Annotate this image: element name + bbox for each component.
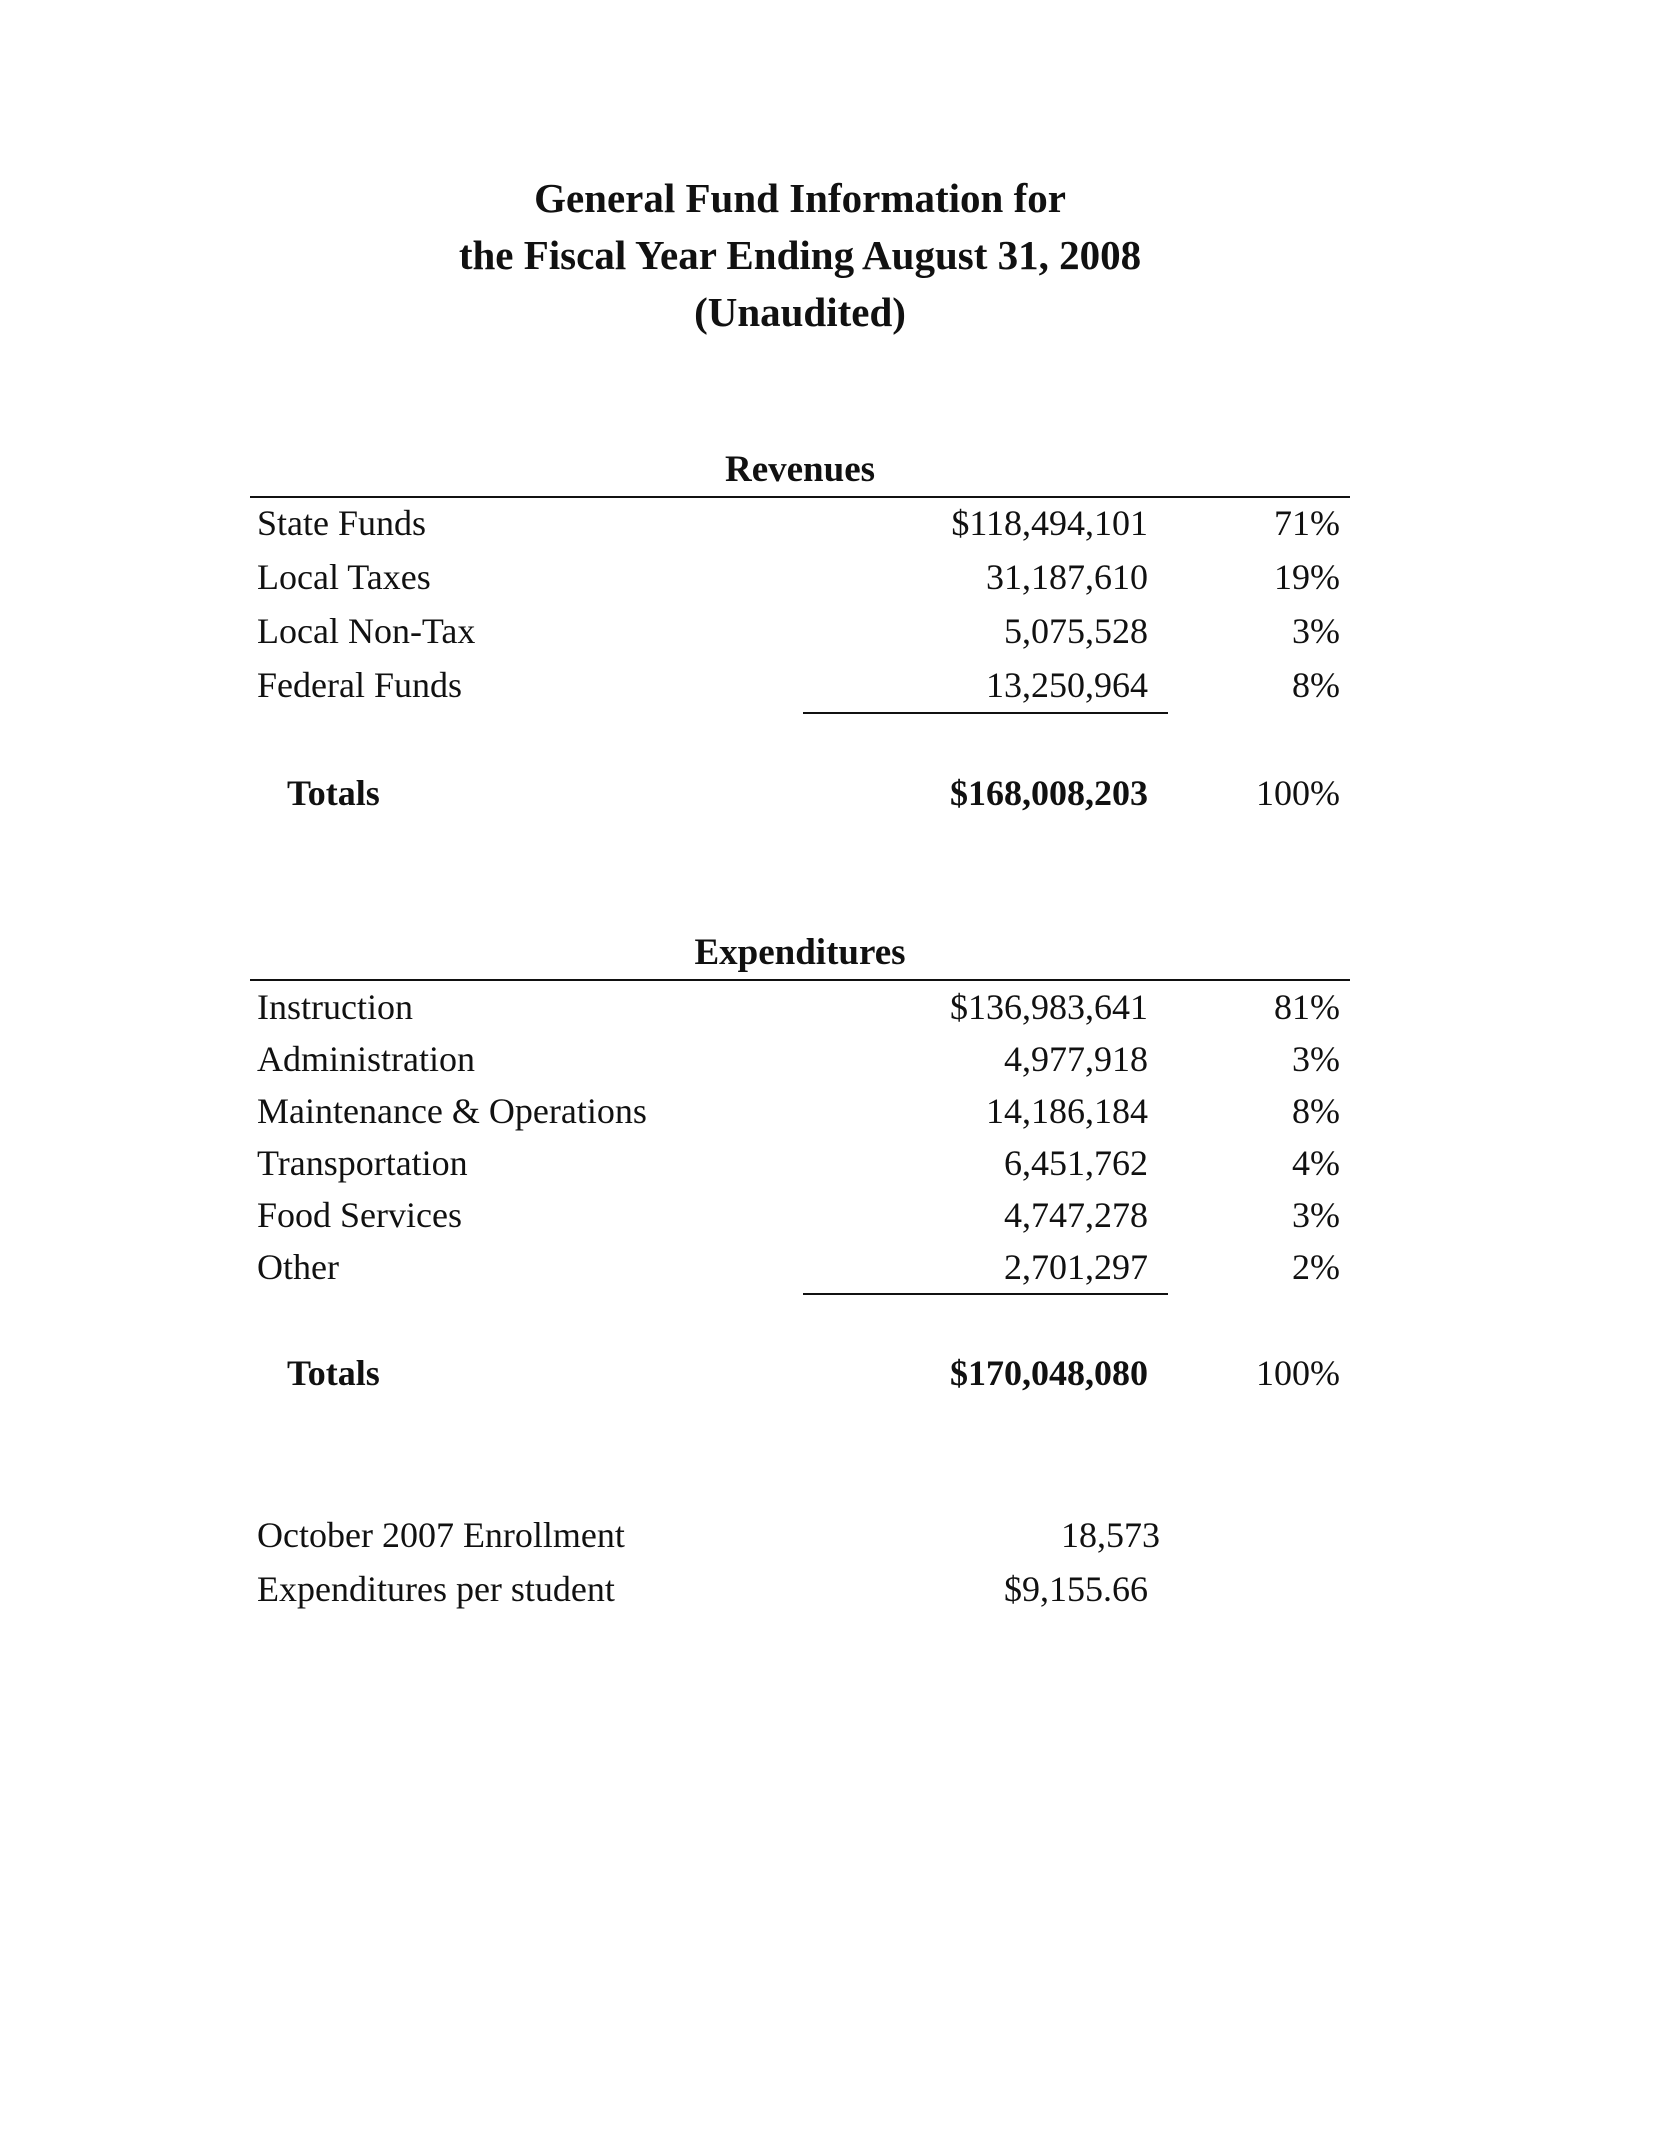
- revenues-subtotal-rule: [803, 712, 1168, 714]
- expenditure-percent: 3%: [1292, 1195, 1340, 1235]
- expenditure-amount: 4,977,918: [1004, 1039, 1148, 1079]
- revenues-total-amount: $168,008,203: [950, 773, 1148, 813]
- revenue-amount: 31,187,610: [986, 557, 1148, 597]
- revenue-row: [0, 551, 1664, 603]
- expenditure-percent: 3%: [1292, 1039, 1340, 1079]
- page-title: [0, 170, 1600, 341]
- expenditure-amount: 14,186,184: [986, 1091, 1148, 1131]
- expenditure-label: Transportation: [257, 1143, 468, 1183]
- expenditure-percent: 2%: [1292, 1247, 1340, 1287]
- expenditures-total-percent: 100%: [1256, 1353, 1340, 1393]
- per-student-value: $9,155.66: [1004, 1569, 1148, 1609]
- revenue-percent: 8%: [1292, 665, 1340, 705]
- title-line-2: the Fiscal Year Ending August 31, 2008: [458, 232, 1142, 278]
- expenditures-total-label: Totals: [287, 1353, 380, 1393]
- expenditure-label: Instruction: [257, 987, 413, 1027]
- per-student-row: [0, 1563, 1664, 1615]
- expenditure-percent: 4%: [1292, 1143, 1340, 1183]
- revenue-label: Local Taxes: [257, 557, 431, 597]
- enrollment-label: October 2007 Enrollment: [257, 1515, 625, 1555]
- expenditure-label: Other: [257, 1247, 339, 1287]
- revenues-total-row: [0, 767, 1664, 819]
- expenditure-percent: 81%: [1274, 987, 1340, 1027]
- revenue-label: Federal Funds: [257, 665, 462, 705]
- expenditure-amount: 4,747,278: [1004, 1195, 1148, 1235]
- expenditure-row: [0, 1189, 1664, 1241]
- expenditures-subtotal-rule: [803, 1293, 1168, 1295]
- revenues-heading: Revenues: [724, 449, 876, 490]
- expenditure-row: [0, 981, 1664, 1033]
- revenue-percent: 71%: [1274, 503, 1340, 543]
- expenditure-amount: $136,983,641: [950, 987, 1148, 1027]
- expenditure-amount: 6,451,762: [1004, 1143, 1148, 1183]
- expenditure-label: Maintenance & Operations: [257, 1091, 647, 1131]
- revenue-amount: $118,494,101: [951, 503, 1148, 543]
- title-line-3: (Unaudited): [694, 289, 906, 335]
- expenditure-amount: 2,701,297: [1004, 1247, 1148, 1287]
- revenue-row: [0, 497, 1664, 549]
- expenditure-label: Administration: [257, 1039, 475, 1079]
- expenditure-percent: 8%: [1292, 1091, 1340, 1131]
- expenditures-heading: Expenditures: [694, 932, 906, 973]
- expenditure-row: [0, 1033, 1664, 1085]
- revenue-amount: 13,250,964: [986, 665, 1148, 705]
- expenditures-total-amount: $170,048,080: [950, 1353, 1148, 1393]
- enrollment-row: [0, 1509, 1664, 1561]
- revenue-percent: 19%: [1274, 557, 1340, 597]
- expenditure-label: Food Services: [257, 1195, 462, 1235]
- revenue-amount: 5,075,528: [1004, 611, 1148, 651]
- revenues-total-percent: 100%: [1256, 773, 1340, 813]
- expenditure-row: [0, 1085, 1664, 1137]
- revenue-percent: 3%: [1292, 611, 1340, 651]
- per-student-label: Expenditures per student: [257, 1569, 615, 1609]
- revenue-row: [0, 605, 1664, 657]
- revenue-label: State Funds: [257, 503, 427, 543]
- expenditure-row: [0, 1137, 1664, 1189]
- expenditure-row: [0, 1241, 1664, 1293]
- revenues-total-label: Totals: [287, 773, 380, 813]
- expenditures-total-row: [0, 1347, 1664, 1399]
- enrollment-value: 18,573: [1061, 1515, 1160, 1555]
- revenue-label: Local Non-Tax: [257, 611, 476, 651]
- title-line-1: General Fund Information for: [534, 175, 1066, 221]
- revenue-row: [0, 659, 1664, 711]
